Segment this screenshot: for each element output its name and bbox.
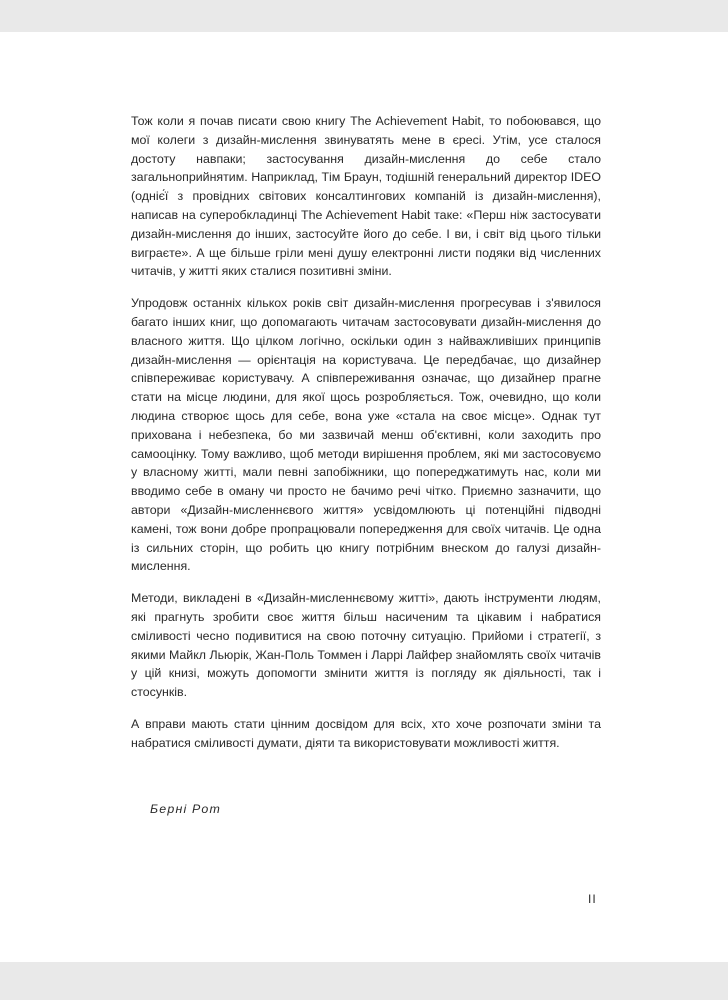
bottom-margin-band bbox=[0, 962, 728, 1000]
paragraph-1: Тож коли я почав писати свою книгу The Achievement Habit, то побоювався, що мої колеги з дизайн-мислення звинуватять мене в єресі. Утім, усе сталося достоту навпаки; застосування дизайн-мислення до себе стало загальноприйнятим. Наприклад, Тім Браун, тодішній генеральний директор IDEO (одніє́ї з провідних світових консалтингових компаній із дизайн-мислення), написав на суперобкладинці The Achievement Habit таке: «Перш ніж застосувати дизайн-мислення до інших, застосуйте його до себе. І ви, і світ від цього тільки виграєте». А ще більше гріли мені душу електронні листи подяки від численних читачів, у житті яких сталися позитивні зміни. bbox=[131, 114, 601, 279]
body-text bbox=[131, 112, 601, 766]
paragraph-2: Упродовж останніх кількох років світ дизайн-мислення прогресував і з'явилося багато інших книг, що допомагають читачам застосовувати дизайн-мислення до власного життя. Що цілком логічно, оскільки один з найважливіших принципів дизайн-мислення — орієнтація на користувача. Це передбачає, що дизайнер співпереживає користувачу. А співпереживання означає, що дизайнер прагне стати на місце людини, для якої щось розробляється. Тож, очевидно, що коли людина створює щось для себе, вона уже «стала на своє місце». Однак тут прихована і небезпека, бо ми зазвичай менш об'єктивні, коли заходить про самооцінку. Тому важливо, щоб методи вирішення проблем, які ми застосовуємо у власному житті, мали певні запобіжники, що попереджатимуть нас, коли ми вводимо себе в оману чи просто не бачимо речі чітко. Приємно зазначити, що автори «Дизайн-мисленнєвого життя» усвідомлюють ці потенційні підводні камені, тож вони добре пропрацювали попередження для своїх читачів. Це одна із сильних сторін, що робить цю книгу потрібним внеском до галузі дизайн-мислення. bbox=[131, 296, 601, 574]
book-page bbox=[0, 32, 728, 962]
paragraph-4: А вправи мають стати цінним досвідом для всіх, хто хоче розпочати зміни та набратися сміливості думати, діяти та використовувати можливості життя. bbox=[131, 716, 601, 750]
paragraph-3: Методи, викладені в «Дизайн-мисленнєвому житті», дають інструменти людям, які прагнуть зробити своє життя більш насиченим та цікавим і набратися сміливості чесно подивитися на свою поточну ситуацію. Прийоми і стратегії, з якими Майкл Льюрік, Жан-Поль Томмен і Ларрі Лайфер знайомлять своїх читачів у цій книзі, можуть допомогти змінити життя із погляду як діяльності, так і стосунків. bbox=[131, 591, 601, 700]
page-number: II bbox=[588, 892, 597, 906]
author-signature: Берні Рот bbox=[150, 802, 221, 816]
